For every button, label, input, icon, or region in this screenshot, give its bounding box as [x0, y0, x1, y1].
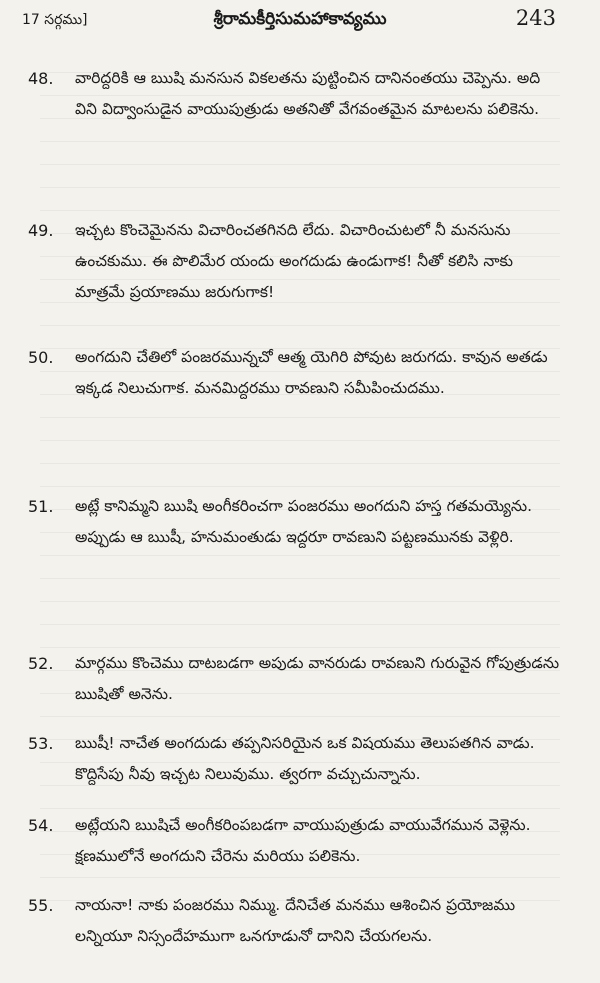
verse-48: [28, 63, 576, 125]
verse-number: 54.: [28, 816, 54, 835]
verse-51: [28, 491, 576, 553]
verse-number: 51.: [28, 497, 54, 516]
page-header: [0, 0, 600, 42]
verse-53: [28, 728, 576, 790]
verse-text: వారిద్దరికి ఆ ఋషి మనసున వికలతను పుట్టించిన దానినంతయు చెప్పెను. అది విని విద్వాంసుడైన వాయుపుత్రుడు అతనితో వేగవంతమైన మాటలను పలికెను.: [75, 69, 541, 118]
verse-50: [28, 342, 576, 404]
chapter-label: 17 సర్గము]: [22, 12, 88, 28]
verse-52: [28, 648, 576, 710]
verse-54: [28, 810, 576, 872]
verse-text: మార్గము కొంచెము దాటబడగా అపుడు వానరుడు రావణుని గురువైన గోపుత్రుడను ఋషితో అనెను.: [75, 654, 560, 703]
verse-number: 49.: [28, 221, 54, 240]
verse-number: 48.: [28, 69, 54, 88]
verse-number: 55.: [28, 896, 54, 915]
verse-text: అట్లే కానిమ్మని ఋషి అంగీకరించగా పంజరము అంగదుని హస్త గతమయ్యెను. అప్పుడు ఆ ఋషీ, హనుమంతుడు ఇద్దరూ రావణుని పట్టణమునకు వెళ్లిరి.: [75, 497, 533, 546]
verse-text: అంగదుని చేతిలో పంజరమున్నచో ఆత్మ యెగిరి పోవుట జరుగదు. కావున అతడు ఇక్కడ నిలుచుగాక. మనమిద్దరము రావణుని సమీపించుదము.: [75, 348, 548, 397]
book-title: శ్రీరామకీర్తిసుమహాకావ్యము: [213, 9, 387, 29]
verse-49: [28, 215, 576, 308]
page-number: 243: [515, 6, 556, 30]
verse-text: ఋషీ! నాచేత అంగదుడు తప్పనిసరియైన ఒక విషయము తెలుపతగిన వాడు. కొద్దిసేపు నీవు ఇచ్చట నిలువుము. త్వరగా వచ్చుచున్నాను.: [75, 734, 535, 783]
verse-text: ఇచ్చట కొంచెమైనను విచారించతగినది లేదు. విచారించుటలో నీ మనసును ఉంచకుము. ఈ పొలిమేర యందు అంగదుడు ఉండుగాక! నీతో కలిసి నాకు మాత్రమే ప్రయాణము జరుగుగాక!: [75, 221, 513, 301]
verse-text: నాయనా! నాకు పంజరము నిమ్ము. దేనిచేత మనము ఆశించిన ప్రయోజము లన్నియూ నిస్సందేహముగా ఒనగూడునో దానిని చేయగలను.: [75, 896, 516, 945]
verse-55: [28, 890, 576, 952]
verse-text: అట్లేయని ఋషిచే అంగీకరింపబడగా వాయుపుత్రుడు వాయువేగమున వెళ్లెను. క్షణములోనే అంగదుని చేరెను మరియు పలికెను.: [75, 816, 531, 865]
verse-number: 53.: [28, 734, 54, 753]
verse-number: 50.: [28, 348, 54, 367]
verse-number: 52.: [28, 654, 54, 673]
